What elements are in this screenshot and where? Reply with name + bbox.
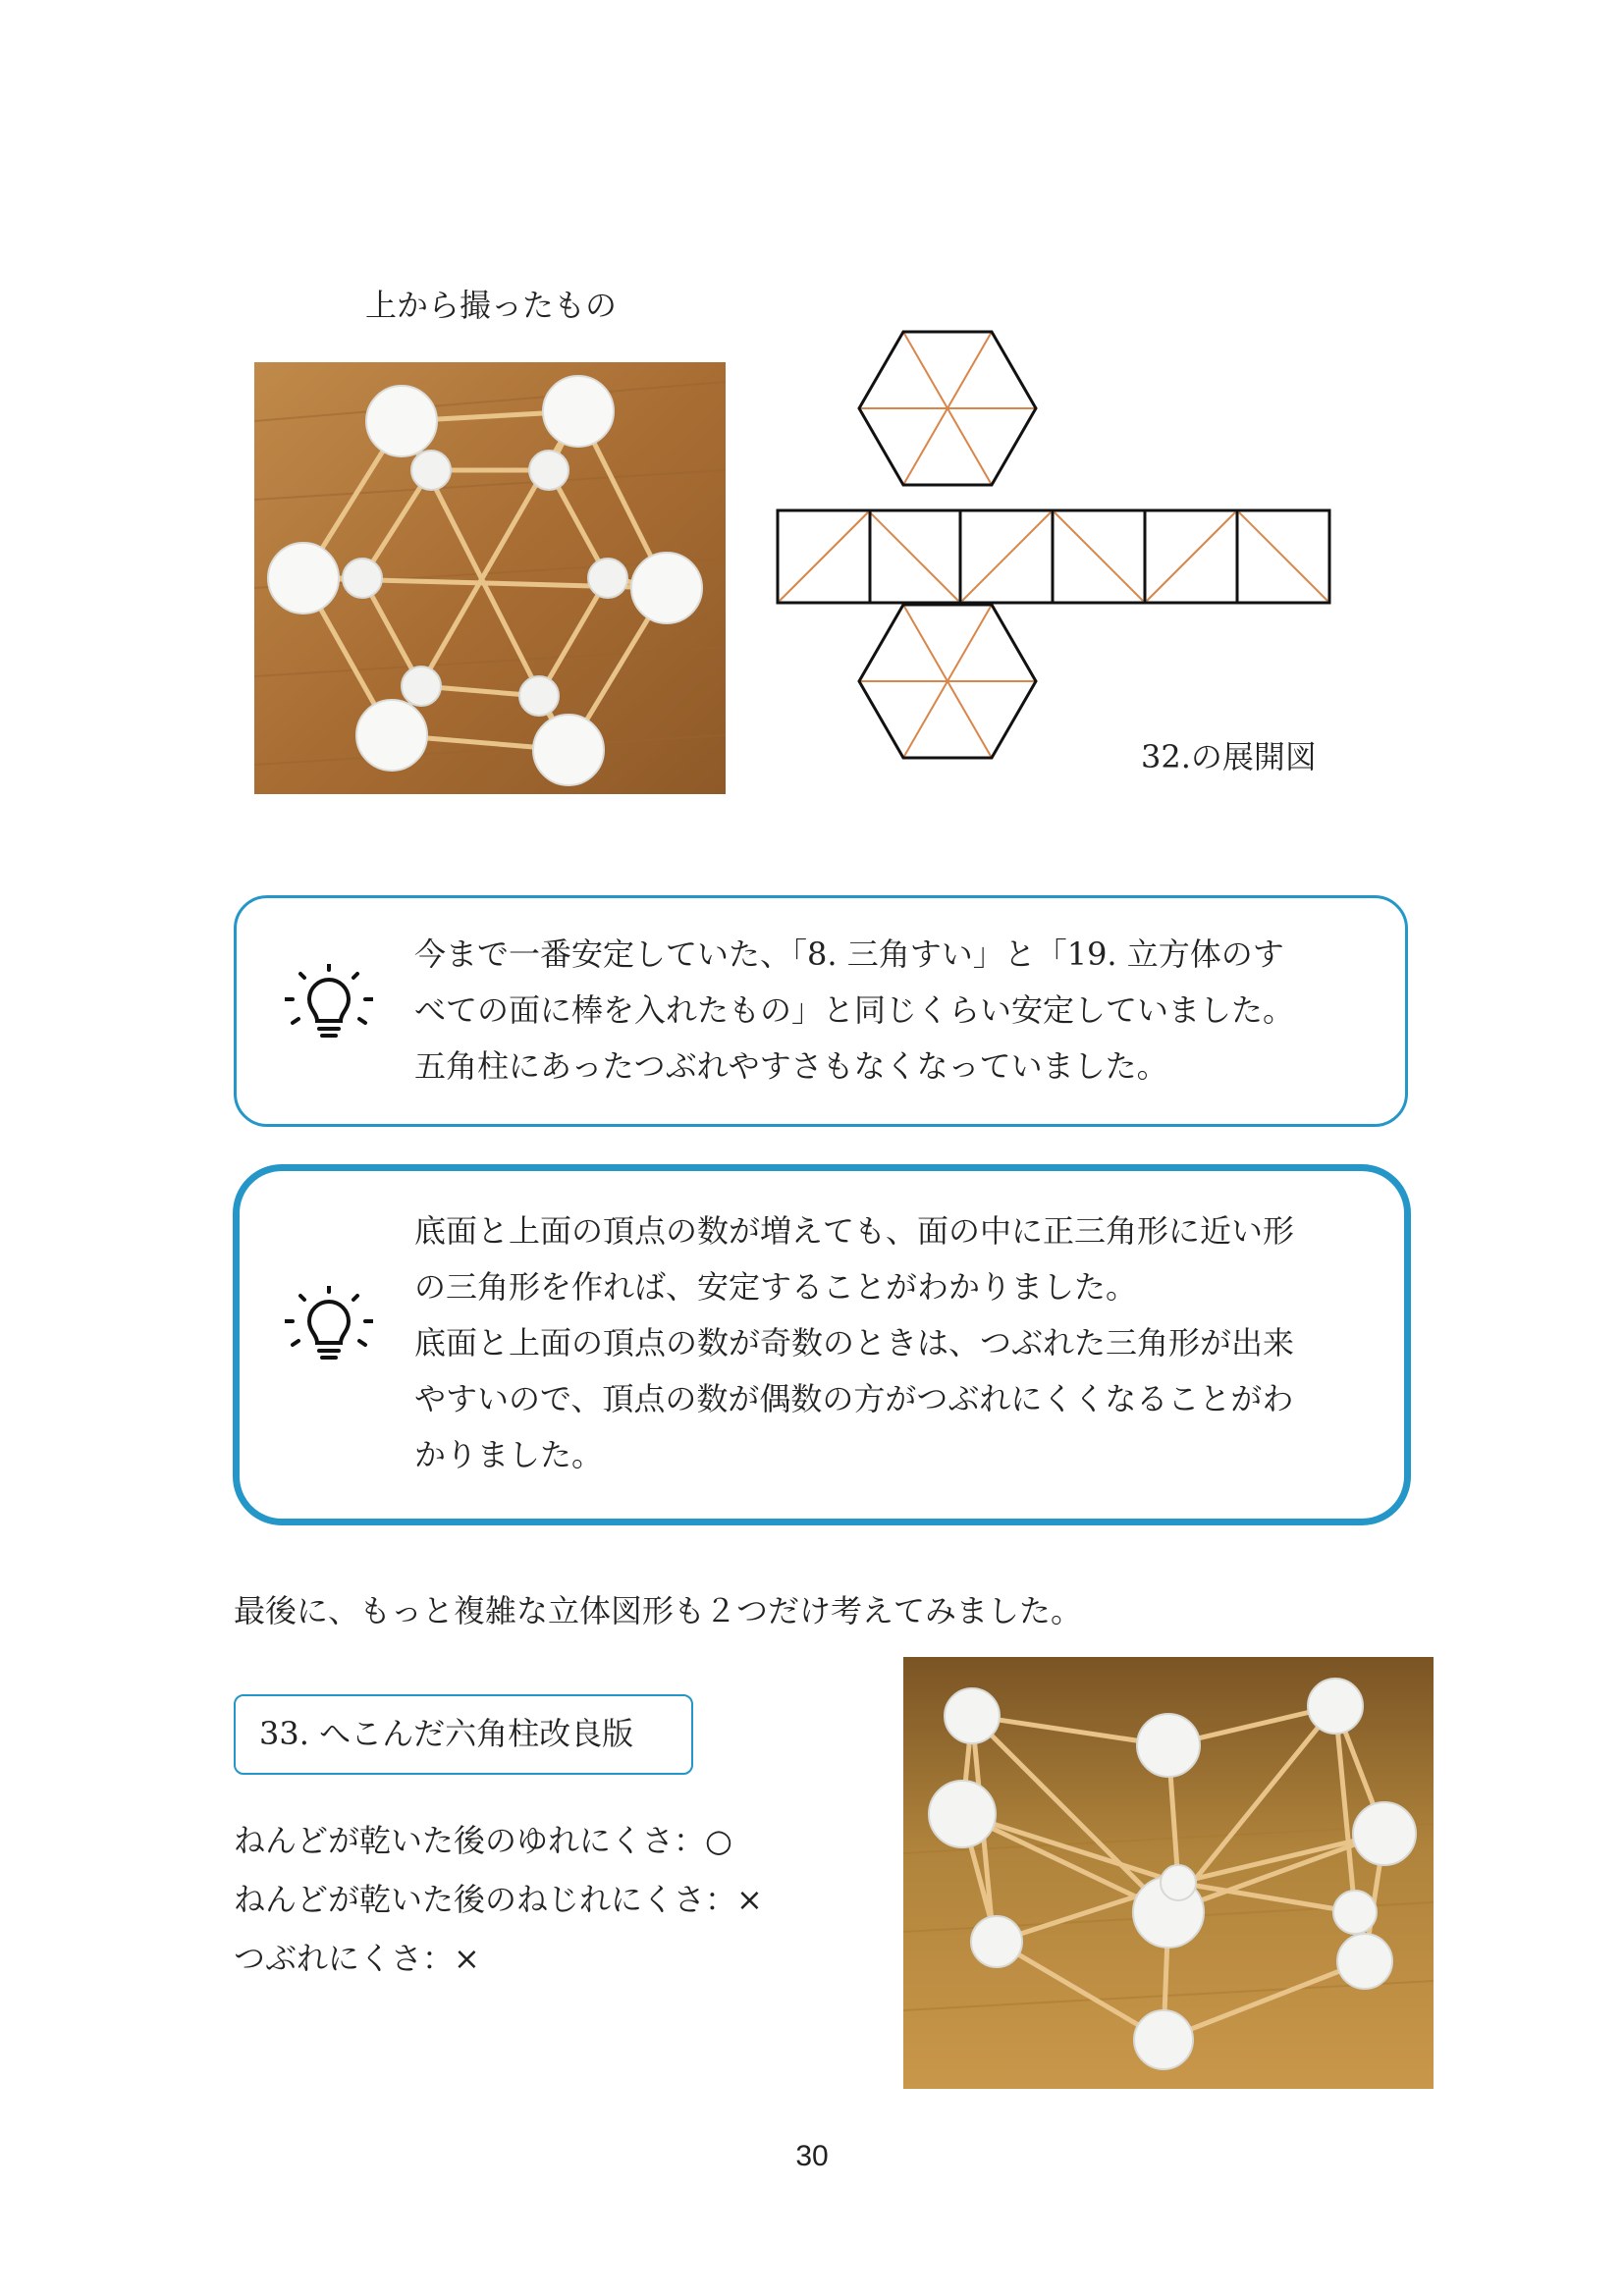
callout-2-line: 底面と上面の頂点の数が奇数のときは、つぶれた三角形が出来 [414, 1324, 1295, 1362]
callout-1-line: 今まで一番安定していた、「8. 三角すい」と「19. 立方体のす [414, 935, 1284, 973]
callout-1-line: べての面に棒を入れたもの」と同じくらい安定していました。 [414, 991, 1295, 1029]
top-photo-caption: 上から撮ったもの [365, 287, 618, 324]
callout-1-line: 五角柱にあったつぶれやすさもなくなっていました。 [414, 1047, 1168, 1085]
rating-sway: ねんどが乾いた後のゆれにくさ：○ [234, 1822, 732, 1859]
lightbulb-icon [285, 964, 373, 1056]
side-view-photo [903, 1657, 1434, 2089]
callout-2-line: 底面と上面の頂点の数が増えても、面の中に正三角形に近い形 [414, 1212, 1295, 1250]
net-caption: 32.の展開図 [1141, 738, 1317, 775]
top-view-photo [254, 362, 726, 794]
lightbulb-icon [285, 1286, 373, 1378]
rating-twist: ねんどが乾いた後のねじれにくさ：× [234, 1881, 763, 1918]
callout-2-line: やすいので、頂点の数が偶数の方がつぶれにくくなることがわ [414, 1380, 1294, 1417]
page-number: 30 [795, 2140, 829, 2172]
callout-2-line: かりました。 [414, 1436, 604, 1473]
callout-2-text [414, 1203, 1396, 1483]
section-label-box [234, 1694, 693, 1775]
intro-paragraph: 最後に、もっと複雑な立体図形も２つだけ考えてみました。 [234, 1592, 1083, 1629]
rating-crush: つぶれにくさ：× [234, 1940, 480, 1977]
callout-2-line: の三角形を作れば、安定することがわかりました。 [414, 1268, 1138, 1306]
net-diagram [776, 324, 1345, 795]
section-label: 33. へこんだ六角柱改良版 [259, 1715, 634, 1752]
callout-1-text [414, 927, 1396, 1095]
